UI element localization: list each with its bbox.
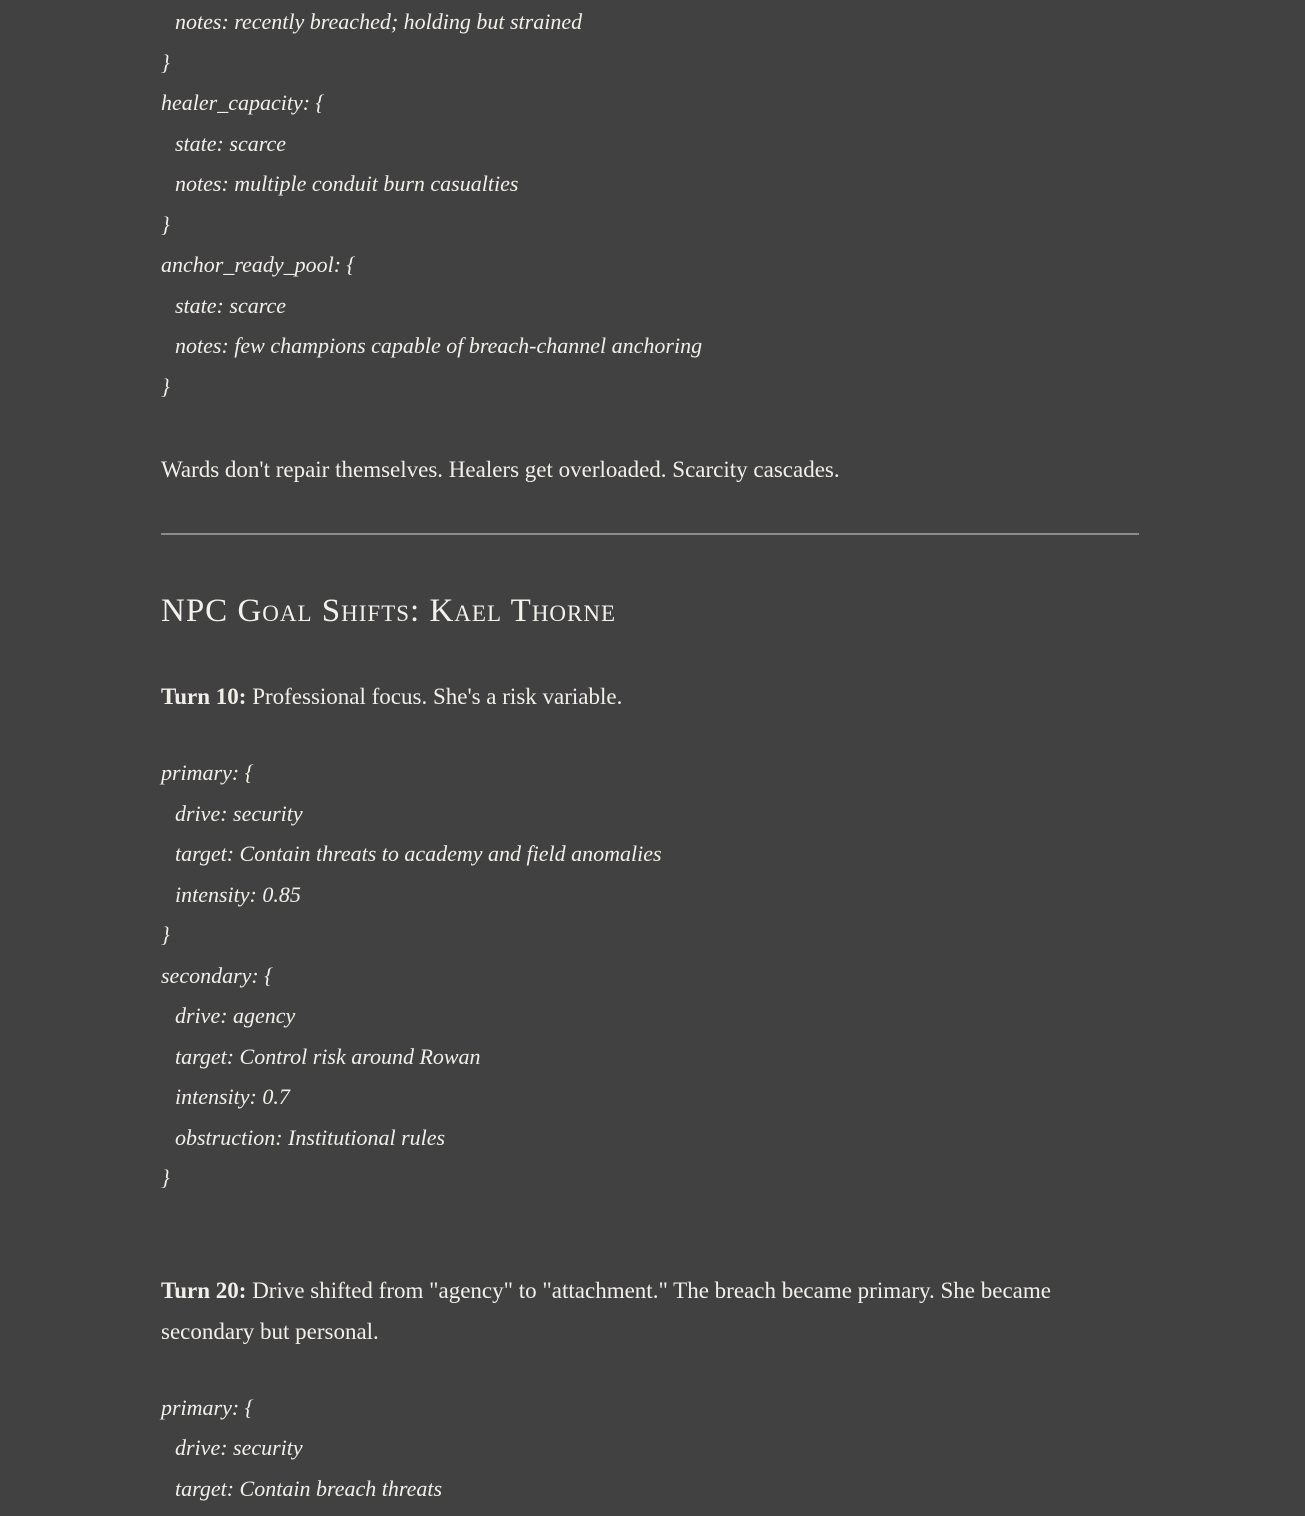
code-line: drive: security — [175, 800, 303, 826]
code-line: target: Contain threats to academy and field anomalies — [175, 841, 662, 866]
turn-20-label: Turn 20: — [161, 1277, 247, 1303]
turn-20-goal-block — [161, 1388, 1139, 1510]
turn-20-paragraph — [161, 1270, 1139, 1352]
resource-state-block — [161, 2, 1139, 407]
code-line: notes: recently breached; holding but strained — [175, 9, 583, 34]
code-line: } — [161, 1165, 170, 1190]
turn-20-text: Drive shifted from "agency" to "attachment." The breach became primary. She became secondary but personal. — [161, 1277, 1051, 1344]
code-line: target: Control risk around Rowan — [175, 1043, 481, 1069]
code-line: anchor_ready_pool: { — [161, 252, 356, 277]
turn-10-paragraph — [161, 676, 1139, 717]
section-divider — [161, 533, 1139, 535]
code-line: } — [161, 49, 170, 75]
code-line: intensity: 0.7 — [175, 1084, 290, 1109]
code-line: notes: few champions capable of breach-channel anchoring — [175, 333, 703, 358]
npc-section-heading: NPC Goal Shifts: Kael Thorne — [161, 593, 617, 629]
code-line: primary: { — [161, 760, 254, 785]
turn-10-text: Professional focus. She's a risk variable. — [252, 684, 623, 709]
code-line: state: scarce — [175, 130, 286, 156]
code-line: notes: multiple conduit burn casualties — [175, 171, 519, 196]
article-content — [161, 0, 1139, 1509]
code-line: } — [161, 373, 170, 399]
code-line: target: Contain breach threats — [175, 1475, 443, 1501]
resource-summary: Wards don't repair themselves. Healers get overloaded. Scarcity cascades. — [161, 457, 840, 482]
code-line: primary: { — [161, 1394, 254, 1420]
code-line: drive: security — [175, 1435, 303, 1460]
code-line: } — [161, 211, 170, 237]
code-line: } — [161, 922, 170, 947]
code-line: obstruction: Institutional rules — [175, 1124, 446, 1150]
code-line: state: scarce — [175, 292, 286, 318]
code-line: secondary: { — [161, 962, 274, 988]
code-line: intensity: 0.85 — [175, 881, 301, 907]
turn-10-label: Turn 10: — [161, 684, 247, 709]
code-line: drive: agency — [175, 1003, 296, 1028]
turn-10-goal-block — [161, 753, 1139, 1199]
code-line: healer_capacity: { — [161, 90, 325, 115]
